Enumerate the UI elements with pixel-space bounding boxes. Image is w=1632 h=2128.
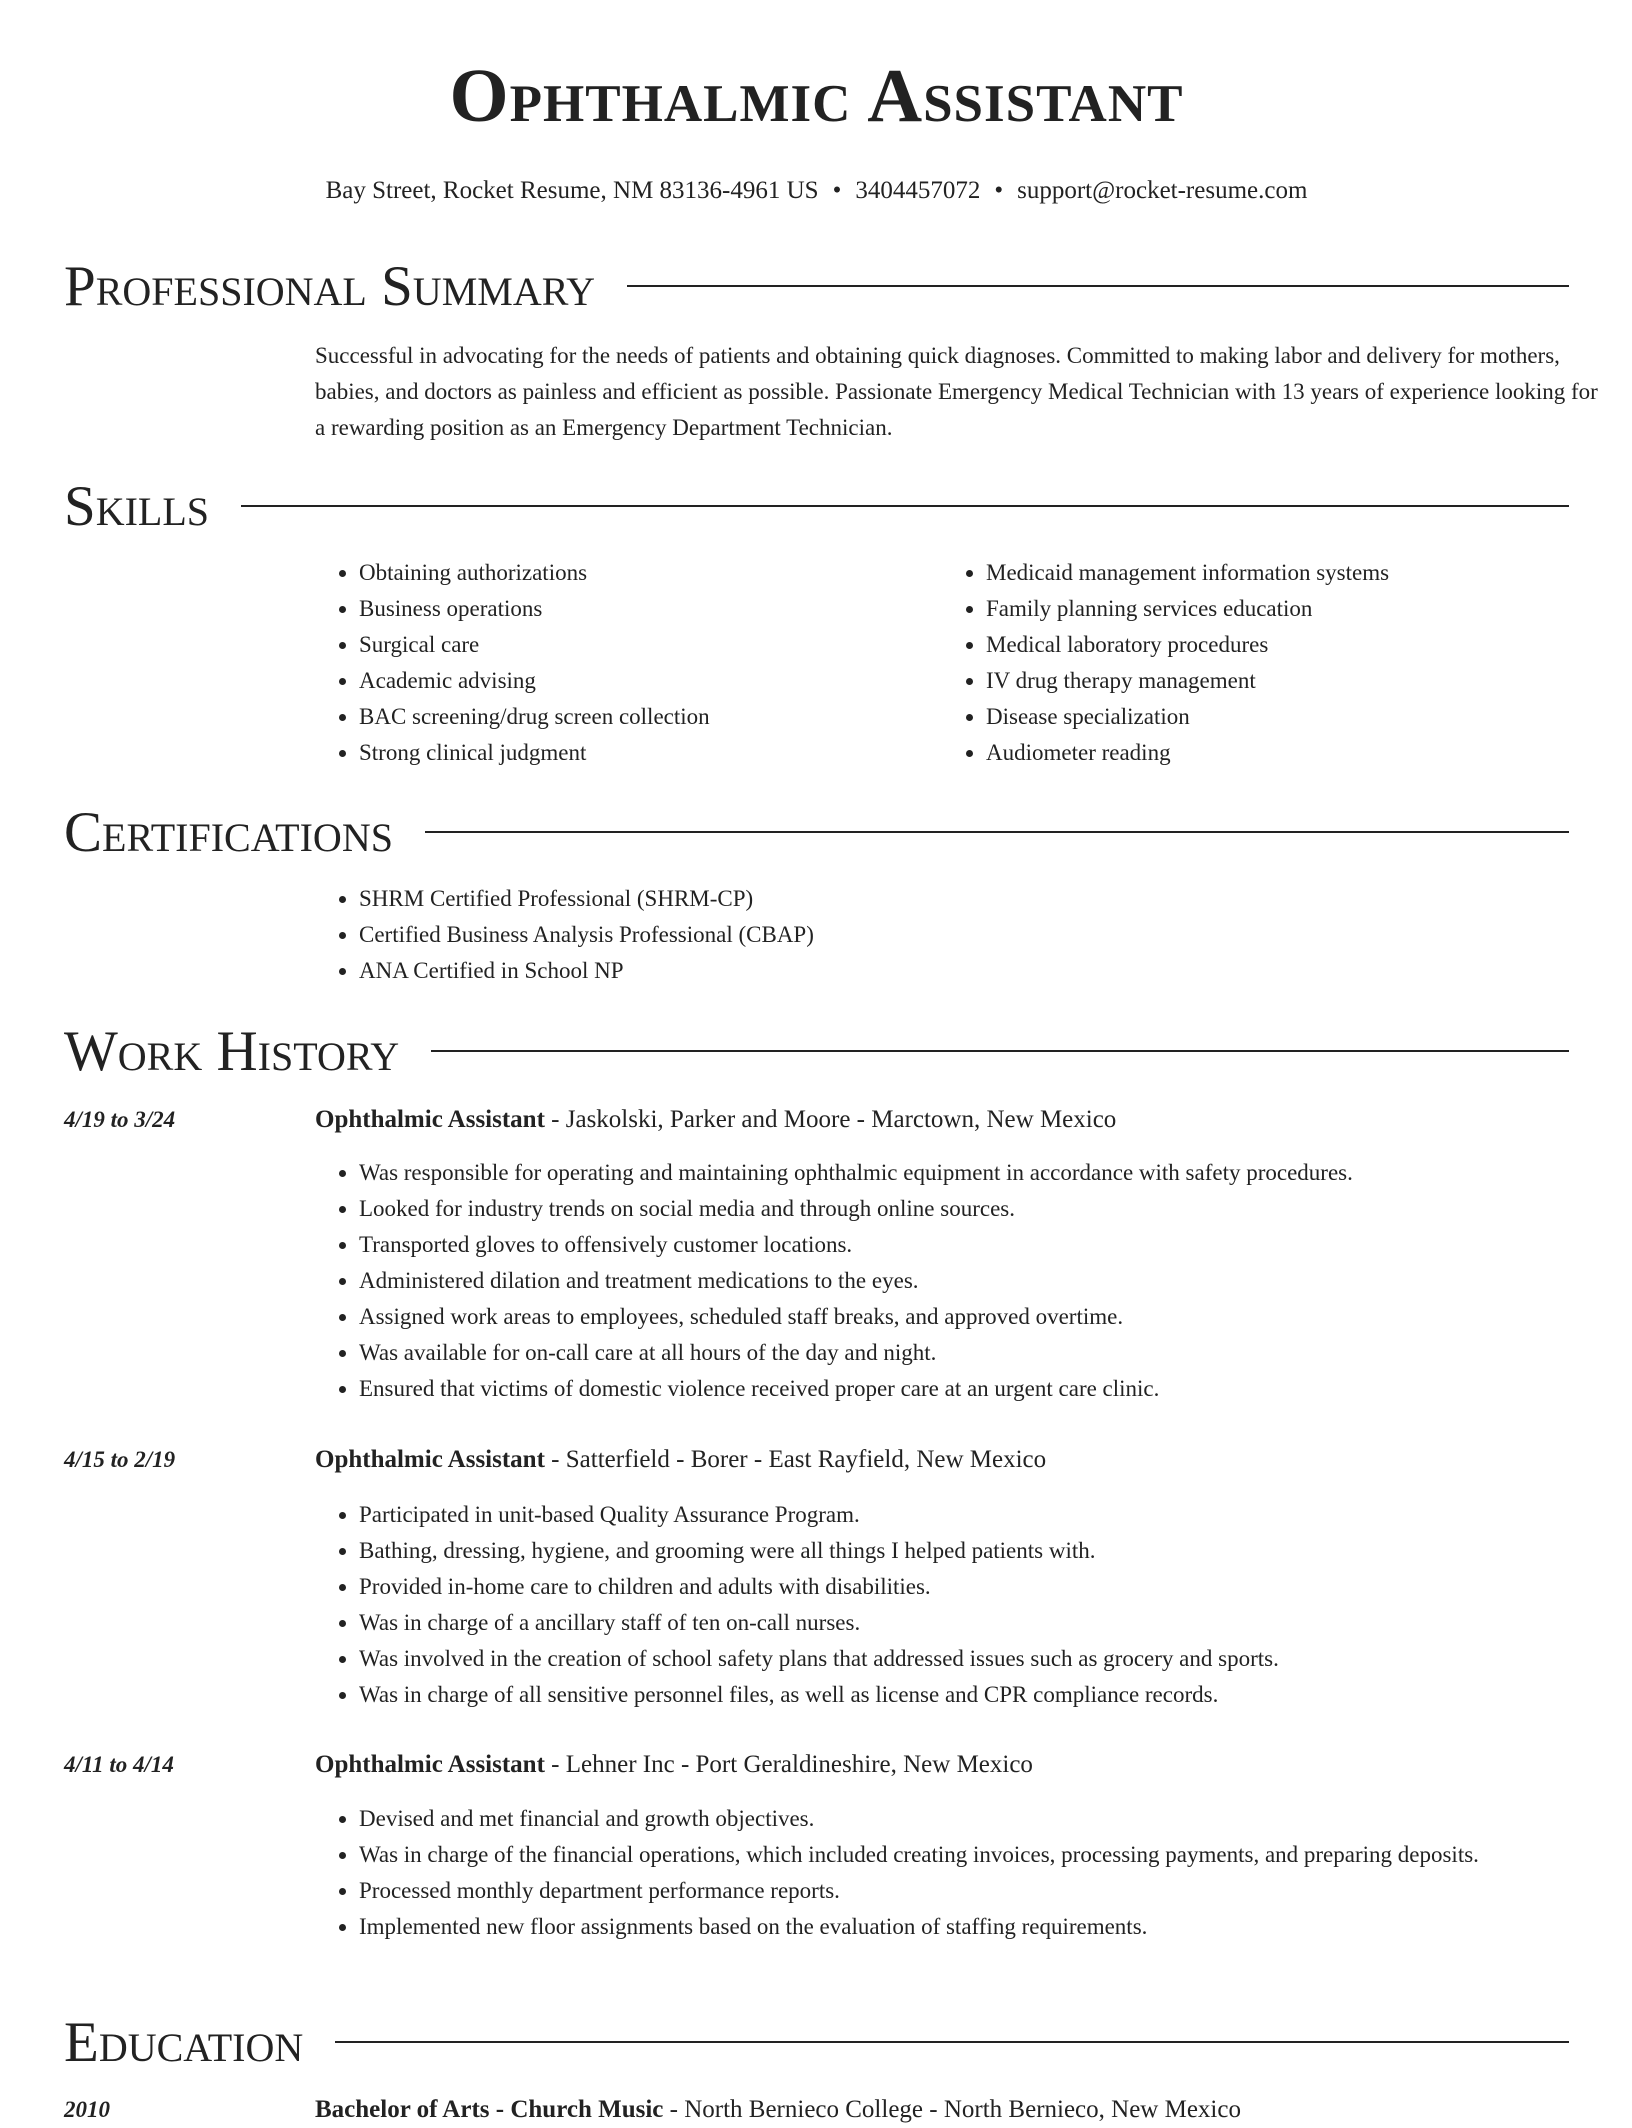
certifications-list xyxy=(315,881,1569,989)
certifications-heading: Certifications xyxy=(64,800,393,864)
job-bullet: • Administered dilation and treatment medications to the eyes. xyxy=(359,1263,1569,1299)
job-bullet: • Looked for industry trends on social media and through online sources. xyxy=(359,1191,1569,1227)
job-employer: - Jaskolski, Parker and Moore - Marctown, New Mexico xyxy=(544,1106,1117,1133)
section-divider xyxy=(335,2041,1569,2043)
job-dates: 4/11 to 4/14 xyxy=(64,1752,174,1777)
job-bullet-list xyxy=(315,1801,1569,1945)
skills-list-left xyxy=(315,555,942,771)
job-bullet: • Was available for on-call care at all hours of the day and night. xyxy=(359,1335,1569,1371)
job-bullet: • Devised and met financial and growth objectives. xyxy=(359,1801,1569,1837)
skill-item: • IV drug therapy management xyxy=(986,663,1569,699)
job-bullet: • Was in charge of the financial operations, which included creating invoices, processing payments, and preparing deposits. xyxy=(359,1837,1569,1873)
work-history-heading: Work History xyxy=(64,1019,400,1083)
job-title: Ophthalmic Assistant xyxy=(315,1446,545,1473)
skills-section-header xyxy=(64,474,1569,538)
job-heading xyxy=(315,1442,1046,1478)
certifications-block xyxy=(315,881,1569,989)
skill-item: • Business operations xyxy=(359,591,942,627)
education-section-header xyxy=(64,2010,1569,2074)
education-heading-line xyxy=(315,2092,1241,2128)
job-dates: 4/19 to 3/24 xyxy=(64,1107,176,1132)
job-bullets xyxy=(315,1155,1569,1407)
job-employer: - Satterfield - Borer - East Rayfield, New Mexico xyxy=(544,1446,1047,1473)
skill-item: • BAC screening/drug screen collection xyxy=(359,699,942,735)
email: support@rocket-resume.com xyxy=(1017,177,1308,204)
job-bullet: • Processed monthly department performance reports. xyxy=(359,1873,1569,1909)
skill-item: • Audiometer reading xyxy=(986,735,1569,771)
skill-item: • Academic advising xyxy=(359,663,942,699)
job-bullet: • Implemented new floor assignments based on the evaluation of staffing requirements. xyxy=(359,1909,1569,1945)
job-bullet: • Ensured that victims of domestic violence received proper care at an urgent care clinic. xyxy=(359,1371,1569,1407)
job-bullets xyxy=(315,1497,1569,1713)
section-divider xyxy=(627,285,1569,287)
separator-dot: • xyxy=(994,177,1004,204)
phone: 3404457072 xyxy=(855,177,981,204)
summary-text: Successful in advocating for the needs of patients and obtaining quick diagnoses. Committed to making labor and delivery for mothers, babies, and doctors as painless and efficient as possible. Passionate Emergency Medical Technician with 13 years of experience looking for a rewarding position as an Emergency Department Technician. xyxy=(315,343,1598,440)
job-employer: - Lehner Inc - Port Geraldineshire, New Mexico xyxy=(544,1751,1033,1778)
job-heading xyxy=(315,1747,1033,1783)
job-bullet: • Was in charge of a ancillary staff of ten on-call nurses. xyxy=(359,1605,1569,1641)
work-history-section-header xyxy=(64,1019,1569,1083)
certification-item: • Certified Business Analysis Professional (CBAP) xyxy=(359,917,1569,953)
skill-item: • Obtaining authorizations xyxy=(359,555,942,591)
candidate-name: Ophthalmic Assistant xyxy=(449,54,1184,138)
summary-section-header xyxy=(64,254,1569,318)
certifications-section-header xyxy=(64,800,1569,864)
section-divider xyxy=(431,1050,1569,1052)
education-school: - North Bernieco College - North Bernieco, New Mexico xyxy=(663,2096,1241,2123)
job-bullet: • Was responsible for operating and maintaining ophthalmic equipment in accordance with safety procedures. xyxy=(359,1155,1569,1191)
job-dates: 4/15 to 2/19 xyxy=(64,1447,176,1472)
education-degree: Bachelor of Arts - Church Music xyxy=(315,2096,664,2123)
summary-heading: Professional Summary xyxy=(64,254,596,318)
contact-line xyxy=(64,176,1569,206)
job-bullet: • Assigned work areas to employees, scheduled staff breaks, and approved overtime. xyxy=(359,1299,1569,1335)
job-bullet: • Transported gloves to offensively customer locations. xyxy=(359,1227,1569,1263)
job-bullet: • Was involved in the creation of school safety plans that addressed issues such as grocery and sports. xyxy=(359,1641,1569,1677)
job-title: Ophthalmic Assistant xyxy=(315,1751,545,1778)
certification-item: • ANA Certified in School NP xyxy=(359,953,1569,989)
job-bullet: • Provided in-home care to children and adults with disabilities. xyxy=(359,1569,1569,1605)
job-bullet: • Participated in unit-based Quality Assurance Program. xyxy=(359,1497,1569,1533)
skill-item: • Family planning services education xyxy=(986,591,1569,627)
skill-item: • Medicaid management information systems xyxy=(986,555,1569,591)
education-heading: Education xyxy=(64,2010,304,2074)
skill-item: • Strong clinical judgment xyxy=(359,735,942,771)
certification-item: • SHRM Certified Professional (SHRM-CP) xyxy=(359,881,1569,917)
job-bullet-list xyxy=(315,1497,1569,1713)
skill-item: • Medical laboratory procedures xyxy=(986,627,1569,663)
separator-dot: • xyxy=(832,177,842,204)
skills-heading: Skills xyxy=(64,474,210,538)
section-divider xyxy=(241,505,1569,507)
job-heading xyxy=(315,1102,1116,1138)
skill-item: • Surgical care xyxy=(359,627,942,663)
education-date: 2010 xyxy=(64,2097,110,2122)
job-title: Ophthalmic Assistant xyxy=(315,1106,545,1133)
job-bullets xyxy=(315,1801,1569,1945)
address: Bay Street, Rocket Resume, NM 83136-4961 US xyxy=(325,177,819,204)
skill-item: • Disease specialization xyxy=(986,699,1569,735)
job-bullet: • Was in charge of all sensitive personnel files, as well as license and CPR compliance records. xyxy=(359,1677,1569,1713)
skills-list-right xyxy=(942,555,1569,771)
skills-grid xyxy=(315,555,1569,771)
job-bullet: • Bathing, dressing, hygiene, and grooming were all things I helped patients with. xyxy=(359,1533,1569,1569)
section-divider xyxy=(425,831,1569,833)
job-bullet-list xyxy=(315,1155,1569,1407)
